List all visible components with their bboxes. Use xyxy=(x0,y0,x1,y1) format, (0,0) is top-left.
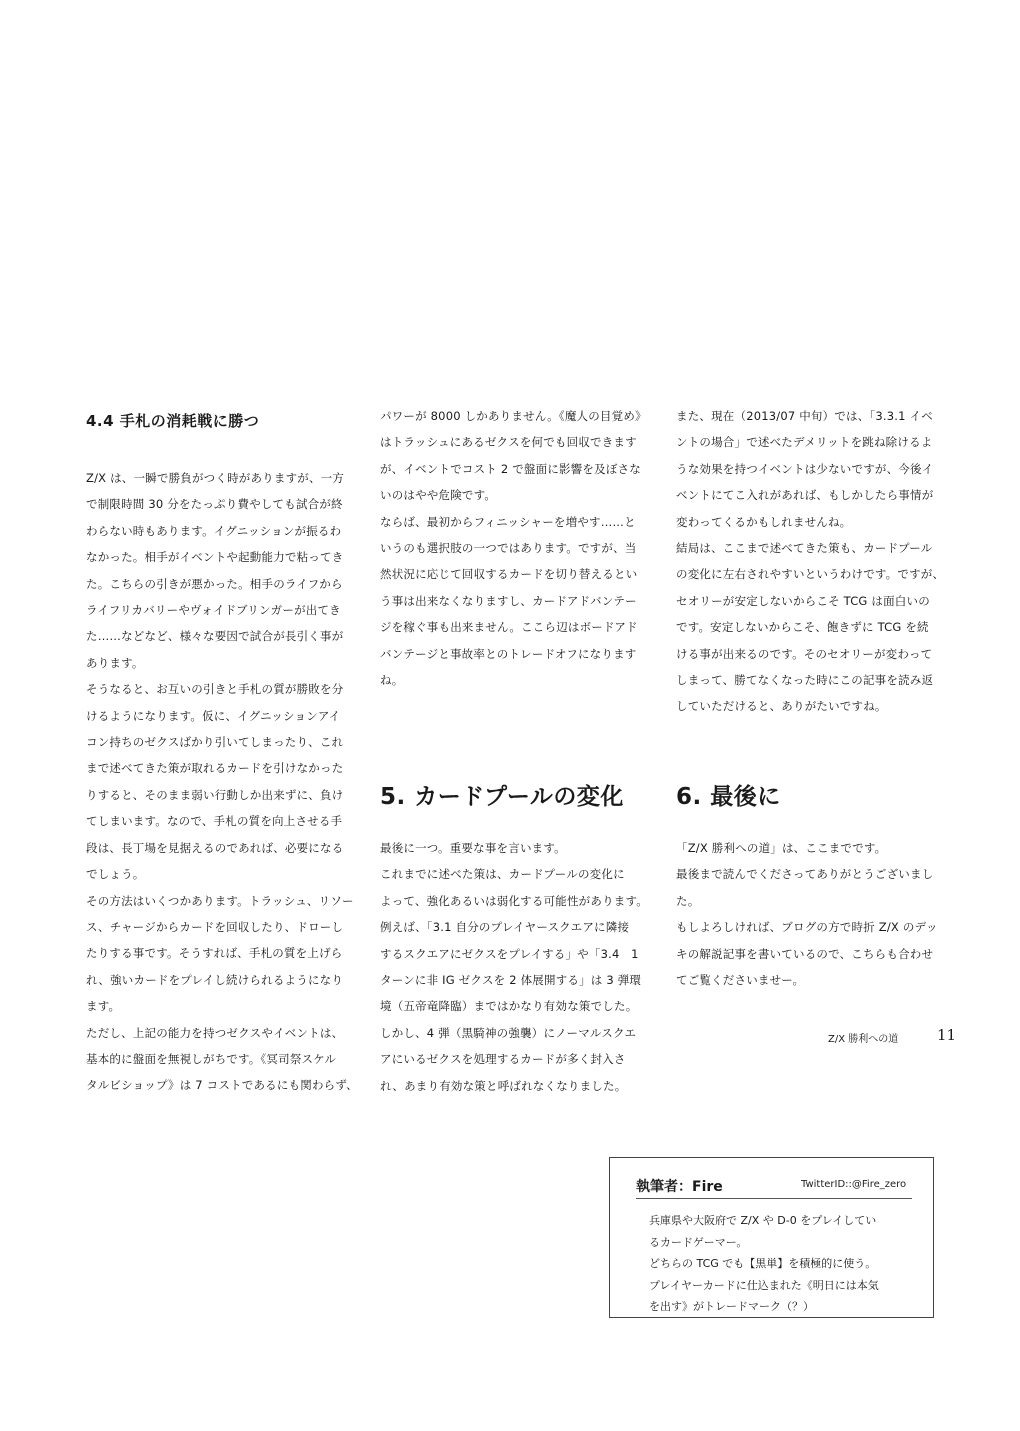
text-line: りすると、そのまま弱い行動しか出来ずに、負け xyxy=(86,787,344,802)
text-line: が、イベントでコスト 2 で盤面に影響を及ぼさな xyxy=(380,461,641,476)
author-bio xyxy=(649,1210,879,1318)
text-line: プレイヤーカードに仕込まれた《明日には本気 xyxy=(649,1278,879,1292)
text-line: 最後まで読んでくださってありがとうございまし xyxy=(676,867,934,882)
author-box xyxy=(609,1157,934,1318)
text-line: でしょう。 xyxy=(86,867,145,882)
section-heading-6: 6. 最後に xyxy=(676,784,781,810)
text-line: 基本的に盤面を無視しがちです。《冥司祭スケル xyxy=(86,1051,337,1066)
section-body-6 xyxy=(676,835,938,993)
text-line: 兵庫県や大阪府で Z/X や D-0 をプレイしてい xyxy=(649,1214,877,1227)
section-body-4-4-continued-2 xyxy=(676,403,946,720)
text-line: はトラッシュにあるゼクスを何でも回収できます xyxy=(380,435,637,450)
text-line: た……などなど、様々な要因で試合が長引く事が xyxy=(86,629,344,644)
column-2 xyxy=(380,403,650,693)
section-body-5 xyxy=(380,835,648,1099)
text-line: たりする事です。そうすれば、手札の質を上げら xyxy=(86,946,343,961)
text-line: 例えば、「3.1 自分のプレイヤースクエアに隣接 xyxy=(380,920,630,935)
twitter-id: TwitterID::@Fire_zero xyxy=(801,1179,907,1190)
text-line: ただし、上記の能力を持つゼクスやイベントは、 xyxy=(86,1025,344,1040)
text-line: その方法はいくつかあります。トラッシュ、リソー xyxy=(86,893,354,908)
text-line: パワーが 8000 しかありません。《魔人の目覚め》 xyxy=(380,409,647,423)
text-line: ントの場合」で述べたデメリットを跳ね除けるよ xyxy=(676,435,933,450)
author-divider xyxy=(636,1198,912,1199)
text-line: いうのも選択肢の一つではあります。ですが、当 xyxy=(380,541,637,556)
text-line: よって、強化あるいは弱化する可能性があります。 xyxy=(380,893,648,908)
text-line: です。安定しないからこそ、飽きずに TCG を続 xyxy=(676,620,929,635)
text-line: を出す》がトレードマーク（？） xyxy=(649,1300,814,1314)
text-line: 境（五帝竜降臨）まではかなり有効な策でした。 xyxy=(380,999,638,1014)
text-line: もしよろしければ、ブログの方で時折 Z/X のデッ xyxy=(676,920,938,935)
section-body-4-4 xyxy=(86,465,356,1099)
text-line: 然状況に応じて回収するカードを切り替えるとい xyxy=(380,567,638,582)
text-line: ライフリカバリーやヴォイドブリンガーが出てき xyxy=(86,603,341,618)
text-line: していただけると、ありがたいですね。 xyxy=(676,699,887,714)
text-line: どちらの TCG でも【黒単】を積極的に使う。 xyxy=(649,1257,877,1271)
text-line: た。こちらの引きが悪かった。相手のライフから xyxy=(86,576,343,591)
text-line: う事は出来なくなりますし、カードアドバンテー xyxy=(380,593,637,608)
column-3 xyxy=(676,403,946,720)
text-line: タルビショップ》は 7 コストであるにも関わらず、 xyxy=(86,1078,358,1093)
text-line: ける事が出来るのです。そのセオリーが変わって xyxy=(676,646,933,661)
column-1 xyxy=(86,403,356,1099)
text-line: するスクエアにゼクスをプレイする」や「3.4 1 xyxy=(380,946,639,961)
text-line: しかし、4 弾（黒騎神の強襲）にノーマルスクエ xyxy=(380,1025,637,1040)
text-line: また、現在（2013/07 中旬）では、「3.3.1 イベ xyxy=(676,409,933,423)
text-line: なかった。相手がイベントや起動能力で粘ってき xyxy=(86,550,344,565)
footer-title: Z/X 勝利への道 xyxy=(828,1034,899,1045)
text-line: ス、チャージからカードを回収したり、ドローし xyxy=(86,919,344,934)
text-line: けるようになります。仮に、イグニッションアイ xyxy=(86,708,341,723)
text-line: しまって、勝てなくなった時にこの記事を読み返 xyxy=(676,673,934,688)
text-line: あります。 xyxy=(86,655,144,670)
text-line: ならば、最初からフィニッシャーを増やす……と xyxy=(380,514,636,529)
text-line: そうなると、お互いの引きと手札の質が勝敗を分 xyxy=(86,682,344,697)
text-line: これまでに述べた策は、カードプールの変化に xyxy=(380,867,625,882)
text-line: れ、あまり有効な策と呼ばれなくなりました。 xyxy=(380,1078,627,1093)
text-line: キの解説記事を書いているので、こちらも合わせ xyxy=(676,946,934,961)
text-line: ね。 xyxy=(380,673,404,688)
text-line: アにいるゼクスを処理するカードが多く封入さ xyxy=(380,1052,626,1067)
text-line: わらない時もあります。イグニッションが振るわ xyxy=(86,523,342,538)
text-line: 変わってくるかもしれませんね。 xyxy=(676,514,852,529)
text-line: いのはやや危険です。 xyxy=(380,488,497,503)
text-line: うな効果を持つイベントは少ないですが、今後イ xyxy=(676,461,934,476)
text-line: てしまいます。なので、手札の質を向上させる手 xyxy=(86,814,343,829)
text-line: ターンに非 IG ゼクスを 2 体展開する」は 3 弾環 xyxy=(380,973,642,988)
section-heading-5: 5. カードプールの変化 xyxy=(380,784,624,810)
text-line: の変化に左右されやすいというわけです。ですが、 xyxy=(676,567,945,582)
text-line: まで述べてきた策が取れるカードを引けなかった xyxy=(86,761,344,776)
text-line: ます。 xyxy=(86,999,121,1014)
text-line: た。 xyxy=(676,893,700,908)
section-body-4-4-continued xyxy=(380,403,650,693)
text-line: Z/X は、一瞬で勝負がつく時がありますが、一方 xyxy=(86,471,345,485)
text-line: 最後に一つ。重要な事を言います。 xyxy=(380,841,566,855)
author-name: 執筆者：Fire xyxy=(636,1179,723,1195)
text-line: バンテージと事故率とのトレードオフになります xyxy=(380,646,637,661)
text-line: コン持ちのゼクスばかり引いてしまったり、これ xyxy=(86,735,344,750)
text-line: 段は、長丁場を見据えるのであれば、必要になる xyxy=(86,840,344,855)
section-heading-4-4: 4.4 手札の消耗戦に勝つ xyxy=(86,412,260,430)
text-line: セオリーが安定しないからこそ TCG は面白いの xyxy=(676,593,930,608)
text-line: 結局は、ここまで述べてきた策も、カードプール xyxy=(676,541,933,556)
text-line: ベントにてこ入れがあれば、もしかしたら事情が xyxy=(676,488,934,503)
text-line: てご覧くださいませー。 xyxy=(676,973,805,988)
text-line: れ、強いカードをプレイし続けられるようになり xyxy=(86,972,344,987)
text-line: 「Z/X 勝利への道」は、ここまでです。 xyxy=(676,841,887,855)
page-number: 11 xyxy=(937,1026,957,1044)
text-line: ジを稼ぐ事も出来ません。ここら辺はボードアド xyxy=(380,620,638,635)
text-line: で制限時間 30 分をたっぷり費やしても試合が終 xyxy=(86,497,343,512)
text-line: るカードゲーマー。 xyxy=(649,1235,748,1249)
